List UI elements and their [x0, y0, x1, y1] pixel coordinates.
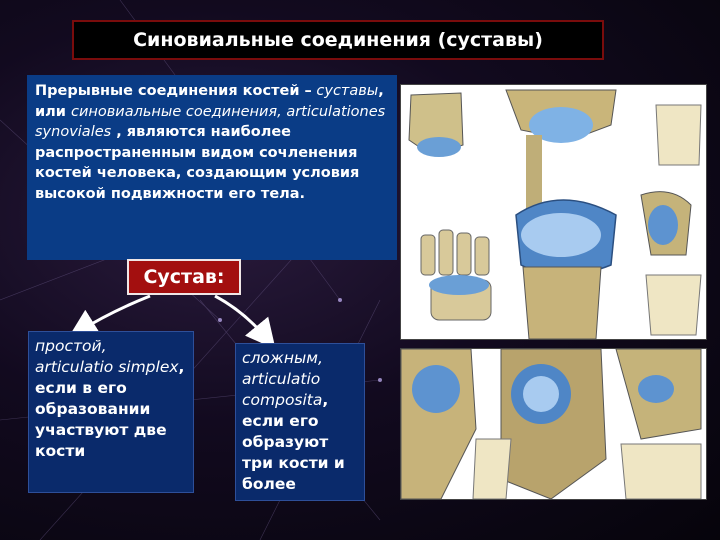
simple-joint-desc: , если в его образовании участвуют две кости — [35, 358, 185, 460]
definition-term-1: суставы — [311, 83, 379, 99]
simple-joint-box — [28, 331, 194, 493]
joints-illustration-bottom — [400, 348, 707, 500]
joint-label: Сустав: — [127, 259, 241, 295]
complex-joint-desc: , если его образуют три кости и более — [242, 391, 345, 493]
complex-joint-term: сложным, articulatio composita — [242, 349, 323, 409]
complex-joint-box — [235, 343, 365, 501]
simple-joint-term: простой, articulatio simplex — [35, 337, 179, 376]
definition-term-2: синовиальные соединения, articulationes synoviales — [35, 103, 386, 140]
definition-box — [27, 75, 397, 260]
definition-text-3: , являются наиболее распространенным видом сочленения костей человека, создающим условия высокой подвижности его тела. — [35, 124, 360, 202]
definition-text-1: Прерывные соединения костей – — [35, 83, 312, 99]
definition-text-2: , или — [35, 83, 384, 120]
slide-title: Синовиальные соединения (суставы) — [72, 20, 604, 60]
joints-illustration-top — [400, 84, 707, 340]
